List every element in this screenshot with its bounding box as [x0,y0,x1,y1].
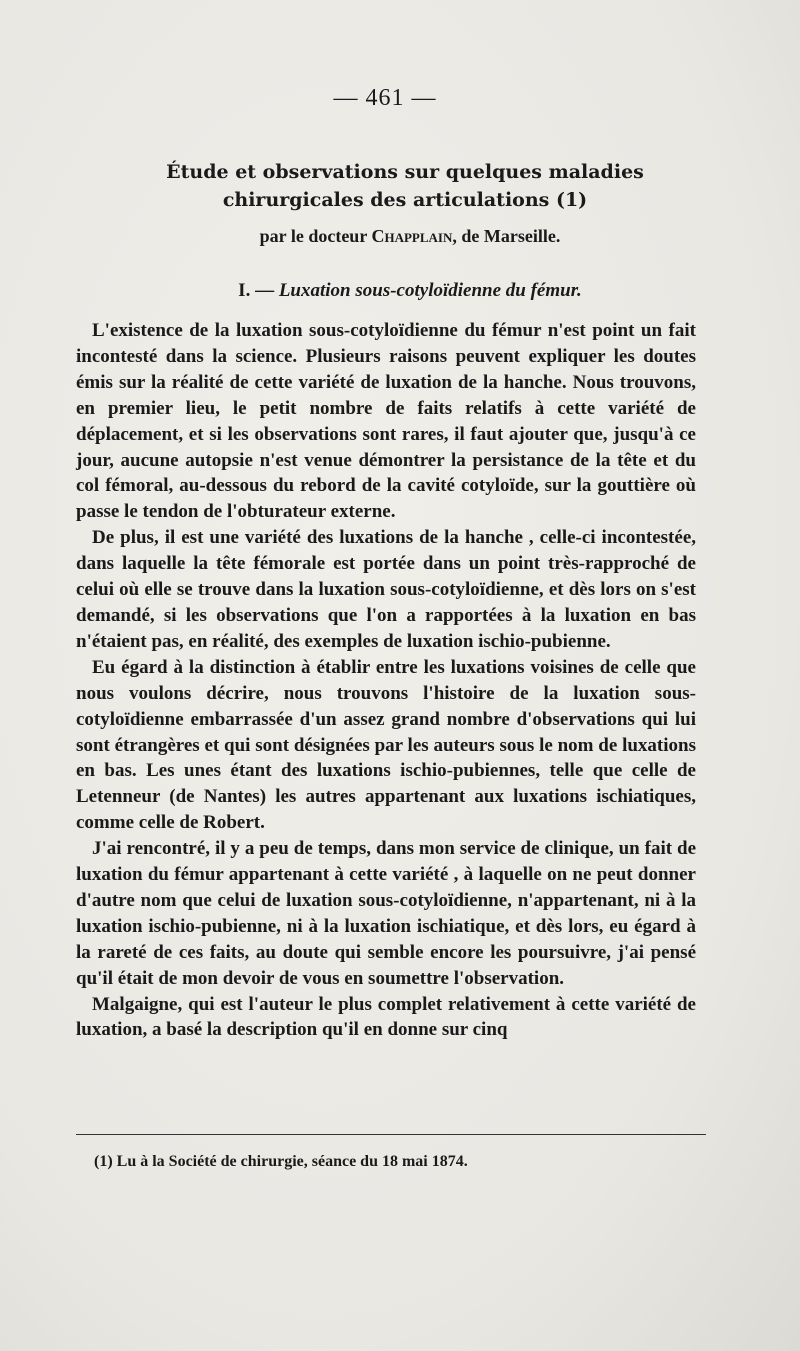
article-title-line-1: Étude et observations sur quelques maladies [166,161,644,183]
body-text [76,318,696,1043]
article-title [40,158,770,214]
paragraph: Eu égard à la distinction à établir entre les luxations voisines de celle que nous voulons décrire, nous trouvons l'histoire de la luxation sous-cotyloïdienne embarrassée d'un assez grand nombre d'observations qui lui sont étrangères et qui sont désignées par les auteurs sous le nom de luxations en bas. Les unes étant des luxations ischio-pubiennes, telle que celle de Letenneur (de Nantes) les autres appartenant aux luxations ischiatiques, comme celle de Robert. [76,656,696,834]
section-heading [60,280,760,302]
section-number: I. — [238,280,279,301]
paragraph: J'ai rencontré, il y a peu de temps, dans mon service de clinique, un fait de luxation du fémur appartenant à cette variété , à laquelle on ne peut donner d'autre nom que celui de luxation sous-cotyloïdienne, n'appartenant, ni à la luxation ischio-pubienne, ni à la luxation ischiatique, et dès lors, eu égard à la rareté de ces faits, au doute qui semble encore les poursuivre, j'ai pensé qu'il était de mon devoir de vous en soumettre l'observation. [76,838,696,989]
byline [60,226,760,247]
article-title-line-2: chirurgicales des articulations (1) [222,189,588,211]
paragraph: Malgaigne, qui est l'auteur le plus complet relativement à cette variété de luxation, a basé la description qu'il en donne sur cinq [76,993,696,1041]
byline-author: Chapplain [371,226,453,246]
paragraph: L'existence de la luxation sous-cotyloïdienne du fémur n'est point un fait incontesté dans la science. Plusieurs raisons peuvent expliquer les doutes émis sur la réalité de cette variété de luxation de la hanche. Nous trouvons, en premier lieu, le petit nombre de faits relatifs à cette variété de déplacement, et si les observations sont rares, il faut ajouter que, jusqu'à ce jour, aucune autopsie n'est venue démontrer la persistance de la tête et du col fémoral, au-dessous du rebord de la cavité cotyloïde, sur la gouttière où passe le tendon de l'obturateur externe. [76,320,696,523]
byline-suffix: , de Marseille. [452,226,561,246]
byline-prefix: par le docteur [259,226,372,246]
page-number: — 461 — [333,85,437,111]
section-title: Luxation sous-cotyloïdienne du fémur. [278,280,582,301]
footnote-divider [76,1134,706,1135]
footnote: (1) Lu à la Société de chirurgie, séance du 18 mai 1874. [94,1153,468,1170]
paragraph: De plus, il est une variété des luxations de la hanche , celle-ci incontestée, dans laquelle la tête fémorale est portée dans un point très-rapproché de celui où elle se trouve dans la luxation sous-cotyloïdienne, et dès lors on s'est demandé, si les observations que l'on a rapportées à la luxation en bas n'étaient pas, en réalité, des exemples de luxation ischio-pubienne. [76,527,696,652]
